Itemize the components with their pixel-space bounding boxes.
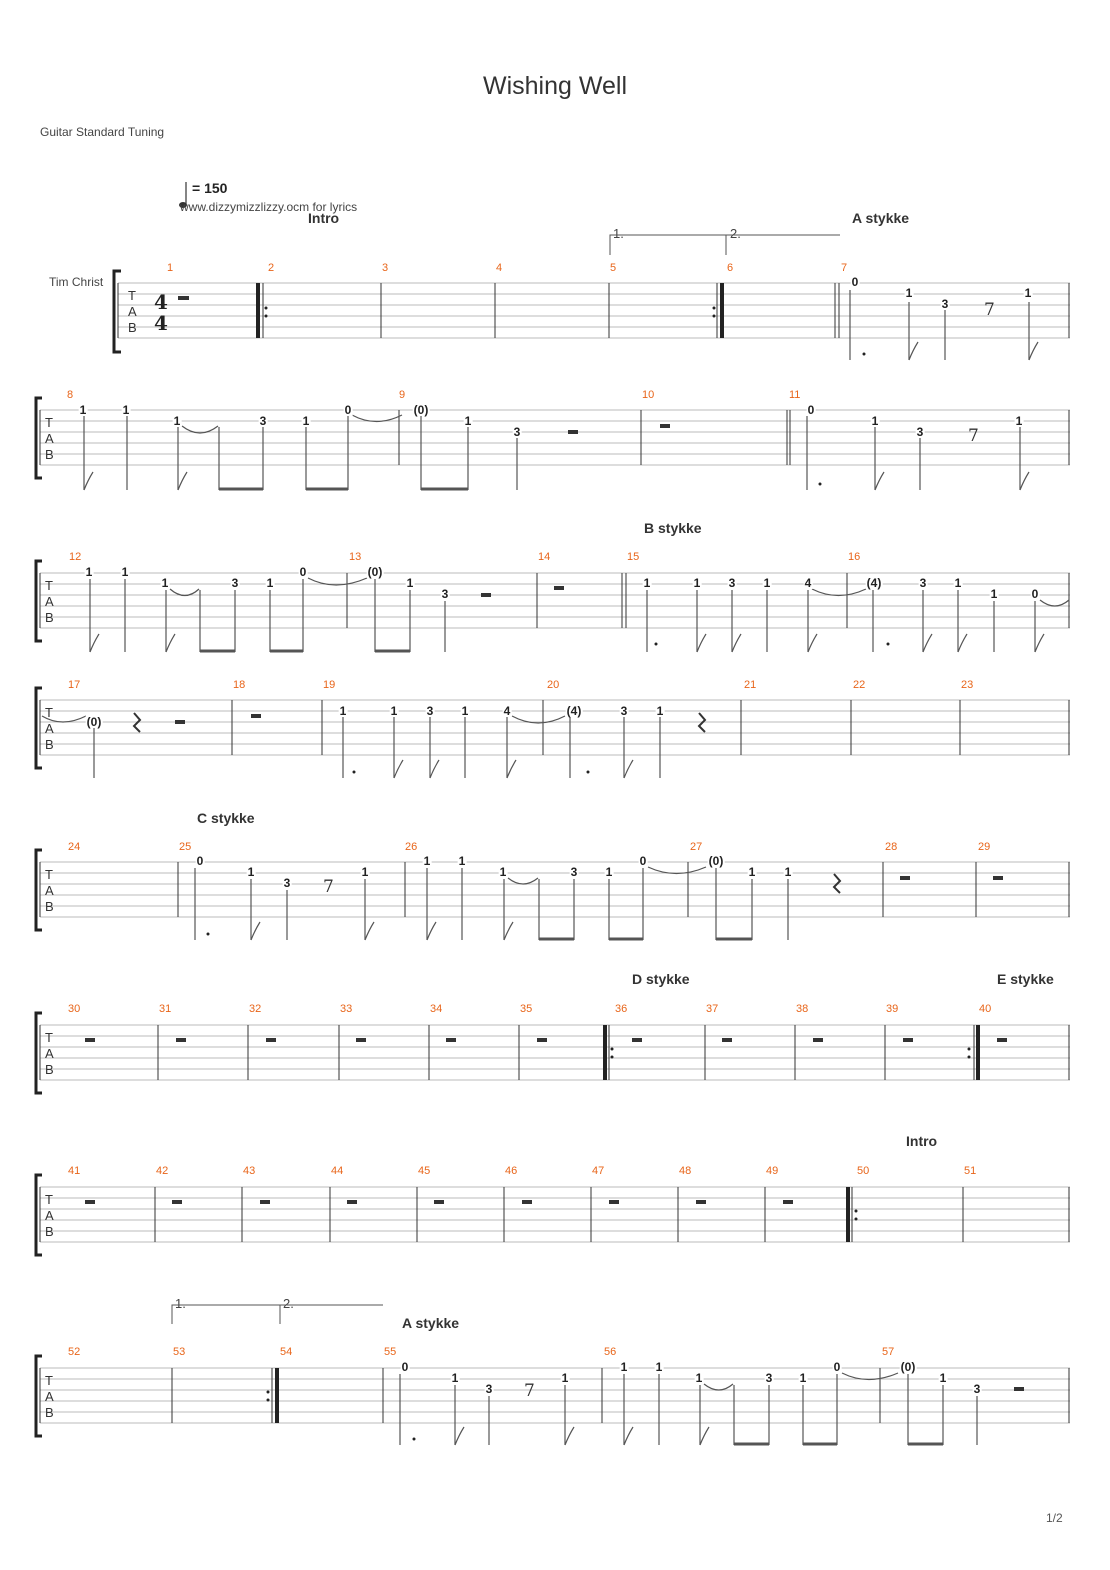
measure-number: 21 (744, 679, 757, 691)
measure-number: 24 (68, 841, 81, 853)
svg-text:A: A (45, 883, 54, 898)
tab-fret: 1 (871, 414, 879, 428)
svg-text:7: 7 (323, 877, 334, 897)
measure-number: 20 (547, 679, 560, 691)
section-label: Intro (308, 210, 340, 226)
tab-staff (0, 810, 1110, 950)
lyrics-text-note: www.dizzymizzlizzy.ocm for lyrics (180, 200, 358, 214)
svg-text:A: A (128, 304, 137, 319)
measure-number: 54 (280, 1346, 293, 1358)
tab-fret: 1 (605, 865, 613, 879)
svg-text:A: A (45, 431, 54, 446)
tab-fret: 0 (639, 854, 647, 868)
measure-number: 38 (796, 1003, 809, 1015)
page-number: 1/2 (1046, 1511, 1063, 1525)
tab-fret: 1 (1015, 414, 1023, 428)
measure-number: 57 (882, 1346, 895, 1358)
tab-fret: 1 (763, 576, 771, 590)
tab-fret: 3 (728, 576, 736, 590)
measure-number: 46 (505, 1165, 518, 1177)
measure-number: 4 (496, 262, 503, 274)
measure-number: 33 (340, 1003, 353, 1015)
tab-fret: 1 (302, 414, 310, 428)
section-label: E stykke (997, 971, 1054, 987)
measure-number: 34 (430, 1003, 443, 1015)
tab-fret: 1 (122, 403, 130, 417)
tab-fret: 1 (784, 865, 792, 879)
svg-text:A: A (45, 721, 54, 736)
svg-text:B: B (128, 320, 137, 335)
tab-fret: 0 (1031, 587, 1039, 601)
tempo-marking: = 150 (192, 180, 228, 196)
measure-number: 2 (268, 262, 275, 274)
tab-fret: 3 (426, 704, 434, 718)
tab-fret: 1 (990, 587, 998, 601)
svg-text:T: T (45, 578, 53, 593)
tab-fret: 1 (643, 576, 651, 590)
measure-number: 27 (690, 841, 703, 853)
svg-text:B: B (45, 899, 54, 914)
measure-number: 42 (156, 1165, 169, 1177)
tab-fret: (4) (566, 704, 582, 718)
measure-number: 28 (885, 841, 898, 853)
measure-number: 26 (405, 841, 418, 853)
measure-number: 49 (766, 1165, 779, 1177)
measure-number: 23 (961, 679, 974, 691)
tab-fret: 1 (693, 576, 701, 590)
measure-number: 32 (249, 1003, 262, 1015)
tab-fret: 4 (804, 576, 812, 590)
tab-fret: 4 (503, 704, 511, 718)
measure-number: 14 (538, 551, 551, 563)
measure-number: 29 (978, 841, 991, 853)
tab-fret: 3 (973, 1382, 981, 1396)
measure-number: 56 (604, 1346, 617, 1358)
tab-staff (0, 1132, 1110, 1262)
svg-text:A: A (45, 594, 54, 609)
tab-fret: 1 (499, 865, 507, 879)
svg-text:7: 7 (968, 426, 979, 446)
svg-text:B: B (45, 1405, 54, 1420)
tab-fret: 3 (485, 1382, 493, 1396)
measure-number: 48 (679, 1165, 692, 1177)
measure-number: 19 (323, 679, 336, 691)
svg-text:7: 7 (524, 1381, 535, 1401)
measure-number: 25 (179, 841, 192, 853)
tab-fret: 3 (765, 1371, 773, 1385)
section-label: D stykke (632, 971, 690, 987)
tab-fret: 1 (655, 1360, 663, 1374)
tab-fret: 1 (1024, 286, 1032, 300)
tab-fret: 1 (939, 1371, 947, 1385)
tab-fret: 1 (458, 854, 466, 868)
tab-fret: (4) (866, 576, 882, 590)
section-label: C stykke (197, 810, 255, 826)
svg-text:A: A (45, 1208, 54, 1223)
svg-text:4: 4 (154, 290, 168, 314)
measure-number: 41 (68, 1165, 81, 1177)
section-label: B stykke (644, 520, 702, 536)
tab-fret: 1 (451, 1371, 459, 1385)
measure-number: 13 (349, 551, 362, 563)
tab-fret: 1 (121, 565, 129, 579)
measure-number: 1 (167, 262, 174, 274)
tab-fret: 0 (807, 403, 815, 417)
tab-fret: (0) (86, 715, 102, 729)
svg-text:T: T (45, 1192, 53, 1207)
volta-2-label: 2. (730, 226, 741, 241)
measure-number: 7 (841, 262, 848, 274)
tab-staff (0, 380, 1110, 500)
volta-2-label: 2. (283, 1296, 294, 1311)
tab-fret: 0 (851, 275, 859, 289)
tab-fret: 1 (954, 576, 962, 590)
section-label: A stykke (402, 1315, 460, 1331)
tab-fret: 0 (401, 1360, 409, 1374)
measure-number: 52 (68, 1346, 81, 1358)
section-label: A stykke (852, 210, 910, 226)
tab-fret: 3 (570, 865, 578, 879)
measure-number: 37 (706, 1003, 719, 1015)
tab-fret: 3 (513, 425, 521, 439)
measure-number: 10 (642, 389, 655, 401)
measure-number: 36 (615, 1003, 628, 1015)
tab-staff (0, 520, 1110, 660)
tab-fret: 3 (283, 876, 291, 890)
measure-number: 3 (382, 262, 389, 274)
svg-text:B: B (45, 447, 54, 462)
measure-number: 35 (520, 1003, 533, 1015)
measure-number: 8 (67, 389, 74, 401)
tab-fret: 1 (799, 1371, 807, 1385)
svg-text:4: 4 (154, 311, 168, 335)
measure-number: 18 (233, 679, 246, 691)
tab-fret: 1 (406, 576, 414, 590)
svg-text:T: T (45, 867, 53, 882)
svg-text:T: T (45, 1373, 53, 1388)
measure-number: 22 (853, 679, 866, 691)
measure-number: 55 (384, 1346, 397, 1358)
tab-fret: 3 (231, 576, 239, 590)
tab-fret: 0 (344, 403, 352, 417)
svg-text:B: B (45, 1224, 54, 1239)
tab-fret: 1 (656, 704, 664, 718)
tab-fret: 1 (695, 1371, 703, 1385)
tab-fret: 1 (85, 565, 93, 579)
measure-number: 43 (243, 1165, 256, 1177)
measure-number: 9 (399, 389, 406, 401)
tab-fret: 1 (748, 865, 756, 879)
measure-number: 6 (727, 262, 734, 274)
section-label: Intro (906, 1133, 938, 1149)
tab-fret: 3 (916, 425, 924, 439)
tab-fret: 1 (361, 865, 369, 879)
measure-number: 39 (886, 1003, 899, 1015)
tab-fret: 0 (833, 1360, 841, 1374)
tab-fret: (0) (367, 565, 383, 579)
tuning-label: Guitar Standard Tuning (40, 125, 165, 139)
measure-number: 47 (592, 1165, 605, 1177)
measure-number: 15 (627, 551, 640, 563)
tab-fret: 1 (266, 576, 274, 590)
tab-fret: (0) (413, 403, 429, 417)
tab-fret: 0 (196, 854, 204, 868)
measure-number: 11 (789, 389, 801, 401)
svg-text:B: B (45, 610, 54, 625)
tab-fret: 1 (905, 286, 913, 300)
tab-staff (0, 210, 1110, 370)
measure-number: 53 (173, 1346, 186, 1358)
measure-number: 40 (979, 1003, 992, 1015)
svg-text:T: T (128, 288, 136, 303)
tab-fret: 1 (423, 854, 431, 868)
volta-1-label: 1. (613, 226, 624, 241)
tab-fret: 3 (620, 704, 628, 718)
tab-fret: 1 (464, 414, 472, 428)
tab-fret: 1 (561, 1371, 569, 1385)
svg-text:T: T (45, 705, 53, 720)
tab-fret: 1 (247, 865, 255, 879)
volta-1-label: 1. (175, 1296, 186, 1311)
tab-fret: 1 (173, 414, 181, 428)
tab-staff (0, 970, 1110, 1100)
svg-text:B: B (45, 1062, 54, 1077)
measure-number: 12 (69, 551, 82, 563)
tab-fret: 3 (941, 297, 949, 311)
svg-text:A: A (45, 1046, 54, 1061)
tab-fret: 3 (919, 576, 927, 590)
svg-text:T: T (45, 1030, 53, 1045)
tab-fret: 1 (79, 403, 87, 417)
svg-text:A: A (45, 1389, 54, 1404)
svg-text:7: 7 (984, 300, 995, 320)
tab-fret: (0) (708, 854, 724, 868)
tab-fret: 1 (390, 704, 398, 718)
tab-fret: 3 (441, 587, 449, 601)
tab-fret: 1 (620, 1360, 628, 1374)
song-title: Wishing Well (482, 72, 628, 100)
measure-number: 51 (964, 1165, 977, 1177)
measure-number: 5 (610, 262, 617, 274)
tab-fret: 1 (461, 704, 469, 718)
measure-number: 16 (848, 551, 861, 563)
svg-text:B: B (45, 737, 54, 752)
measure-number: 31 (159, 1003, 172, 1015)
tab-fret: 0 (299, 565, 307, 579)
tab-fret: 1 (339, 704, 347, 718)
measure-number: 17 (68, 679, 81, 691)
tab-fret: (0) (900, 1360, 916, 1374)
measure-number: 50 (857, 1165, 870, 1177)
measure-number: 44 (331, 1165, 344, 1177)
measure-number: 45 (418, 1165, 431, 1177)
instrument-name: Tim Christ (49, 275, 104, 289)
svg-text:T: T (45, 415, 53, 430)
tab-fret: 1 (161, 576, 169, 590)
tab-fret: 3 (259, 414, 267, 428)
measure-number: 30 (68, 1003, 81, 1015)
